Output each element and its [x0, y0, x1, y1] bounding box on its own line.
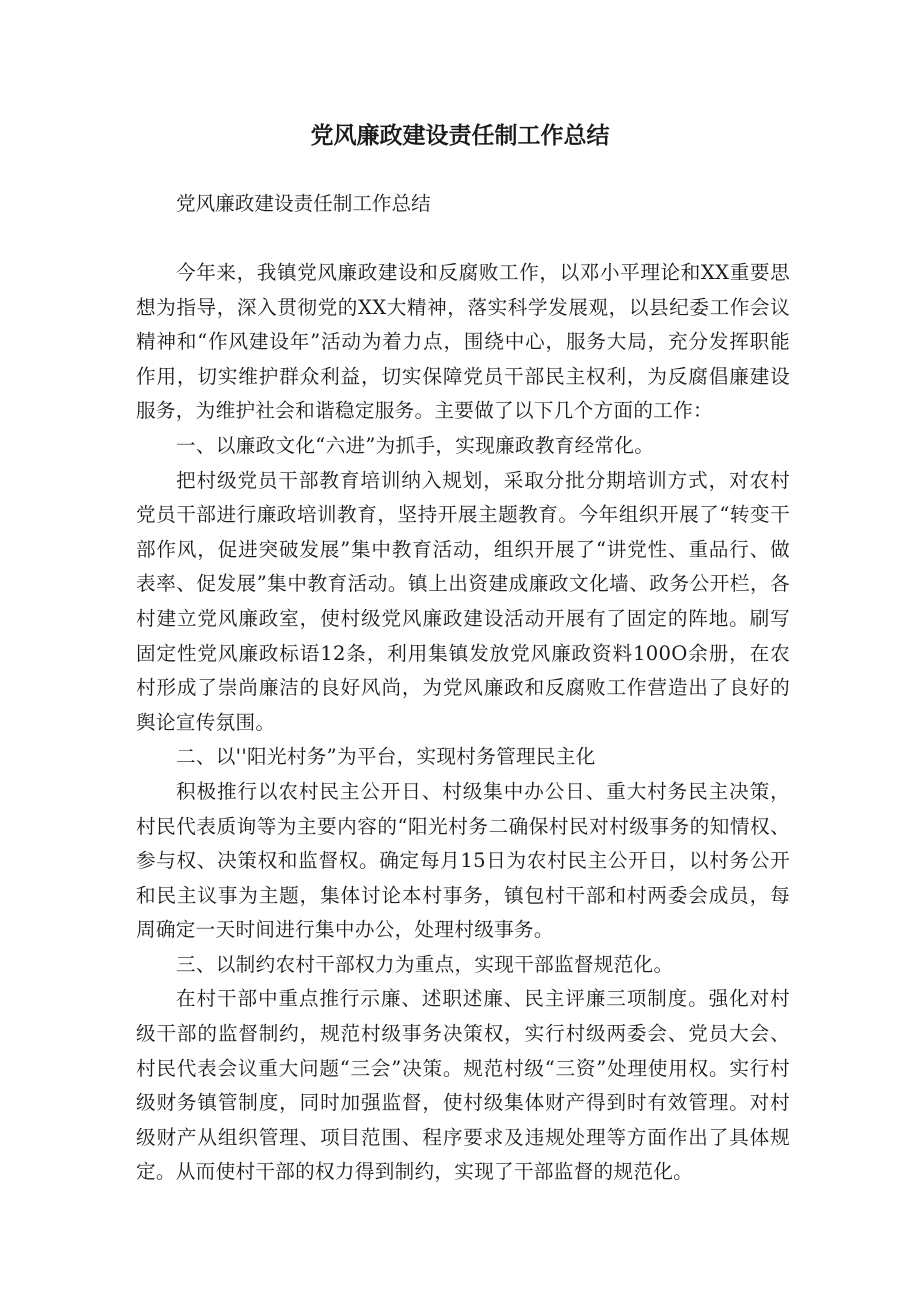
section-paragraph-3: 在村干部中重点推行示廉、述职述廉、民主评廉三项制度。强化对村级干部的监督制约，规范村级事务决策权，实行村级两委会、党员大会、村民代表会议重大问题“三会”决策。规范村级“三资”处理使用权。实行村级财务镇管制度，同时加强监督，使村级集体财产得到时有效管理。对村级财产从组织管理、项目范围、程序要求及违规处理等方面作出了具体规定。从而使村干部的权力得到制约，实现了干部监督的规范化。 [136, 987, 790, 1184]
section-paragraph-2: 积极推行以农村民主公开日、村级集中办公日、重大村务民主决策，村民代表质询等为主要内容的“阳光村务二确保村民对村级事务的知情权、参与权、决策权和监督权。确定每月15日为农村民主公开日，以村务公开和民主议事为主题，集体讨论本村事务，镇包村干部和村两委会成员，每周确定一天时间进行集中办公，处理村级事务。 [136, 779, 790, 942]
section-paragraph-1: 把村级党员干部教育培训纳入规划，采取分批分期培训方式，对农村党员干部进行廉政培训教育，坚持开展主题教育。今年组织开展了“转变干部作风，促进突破发展”集中教育活动，组织开展了“讲党性、重品行、做表率、促发展”集中教育活动。镇上出资建成廉政文化墙、政务公开栏，各村建立党风廉政室，使村级党风廉政建设活动开展有了固定的阵地。刷写固定性党风廉政标语12条，利用集镇发放党风廉政资料100O余册，在农村形成了崇尚廉洁的良好风尚，为党风廉政和反腐败工作营造出了良好的舆论宣传氛围。 [136, 468, 790, 734]
section-heading-2: 二、以''阳光村务”为平台，实现村务管理民主化 [176, 745, 596, 769]
document-title: 党风廉政建设责任制工作总结 [310, 123, 610, 149]
intro-paragraph: 今年来，我镇党风廉政建设和反腐败工作，以邓小平理论和XX重要思想为指导，深入贯彻党的XX大精神，落实科学发展观，以县纪委工作会议精神和“作风建设年”活动为着力点，围绕中心，服务大局，充分发挥职能作用，切实维护群众利益，切实保障党员干部民主权利，为反腐倡廉建设服务，为维护社会和谐稳定服务。主要做了以下几个方面的工作： [136, 261, 790, 423]
document-body [136, 256, 790, 1190]
section-heading-3: 三、以制约农村干部权力为重点，实现干部监督规范化。 [176, 952, 674, 976]
section-heading-1: 一、以廉政文化“六进”为抓手，实现廉政教育经常化。 [176, 433, 655, 457]
document-subtitle: 党风廉政建设责任制工作总结 [176, 192, 431, 215]
